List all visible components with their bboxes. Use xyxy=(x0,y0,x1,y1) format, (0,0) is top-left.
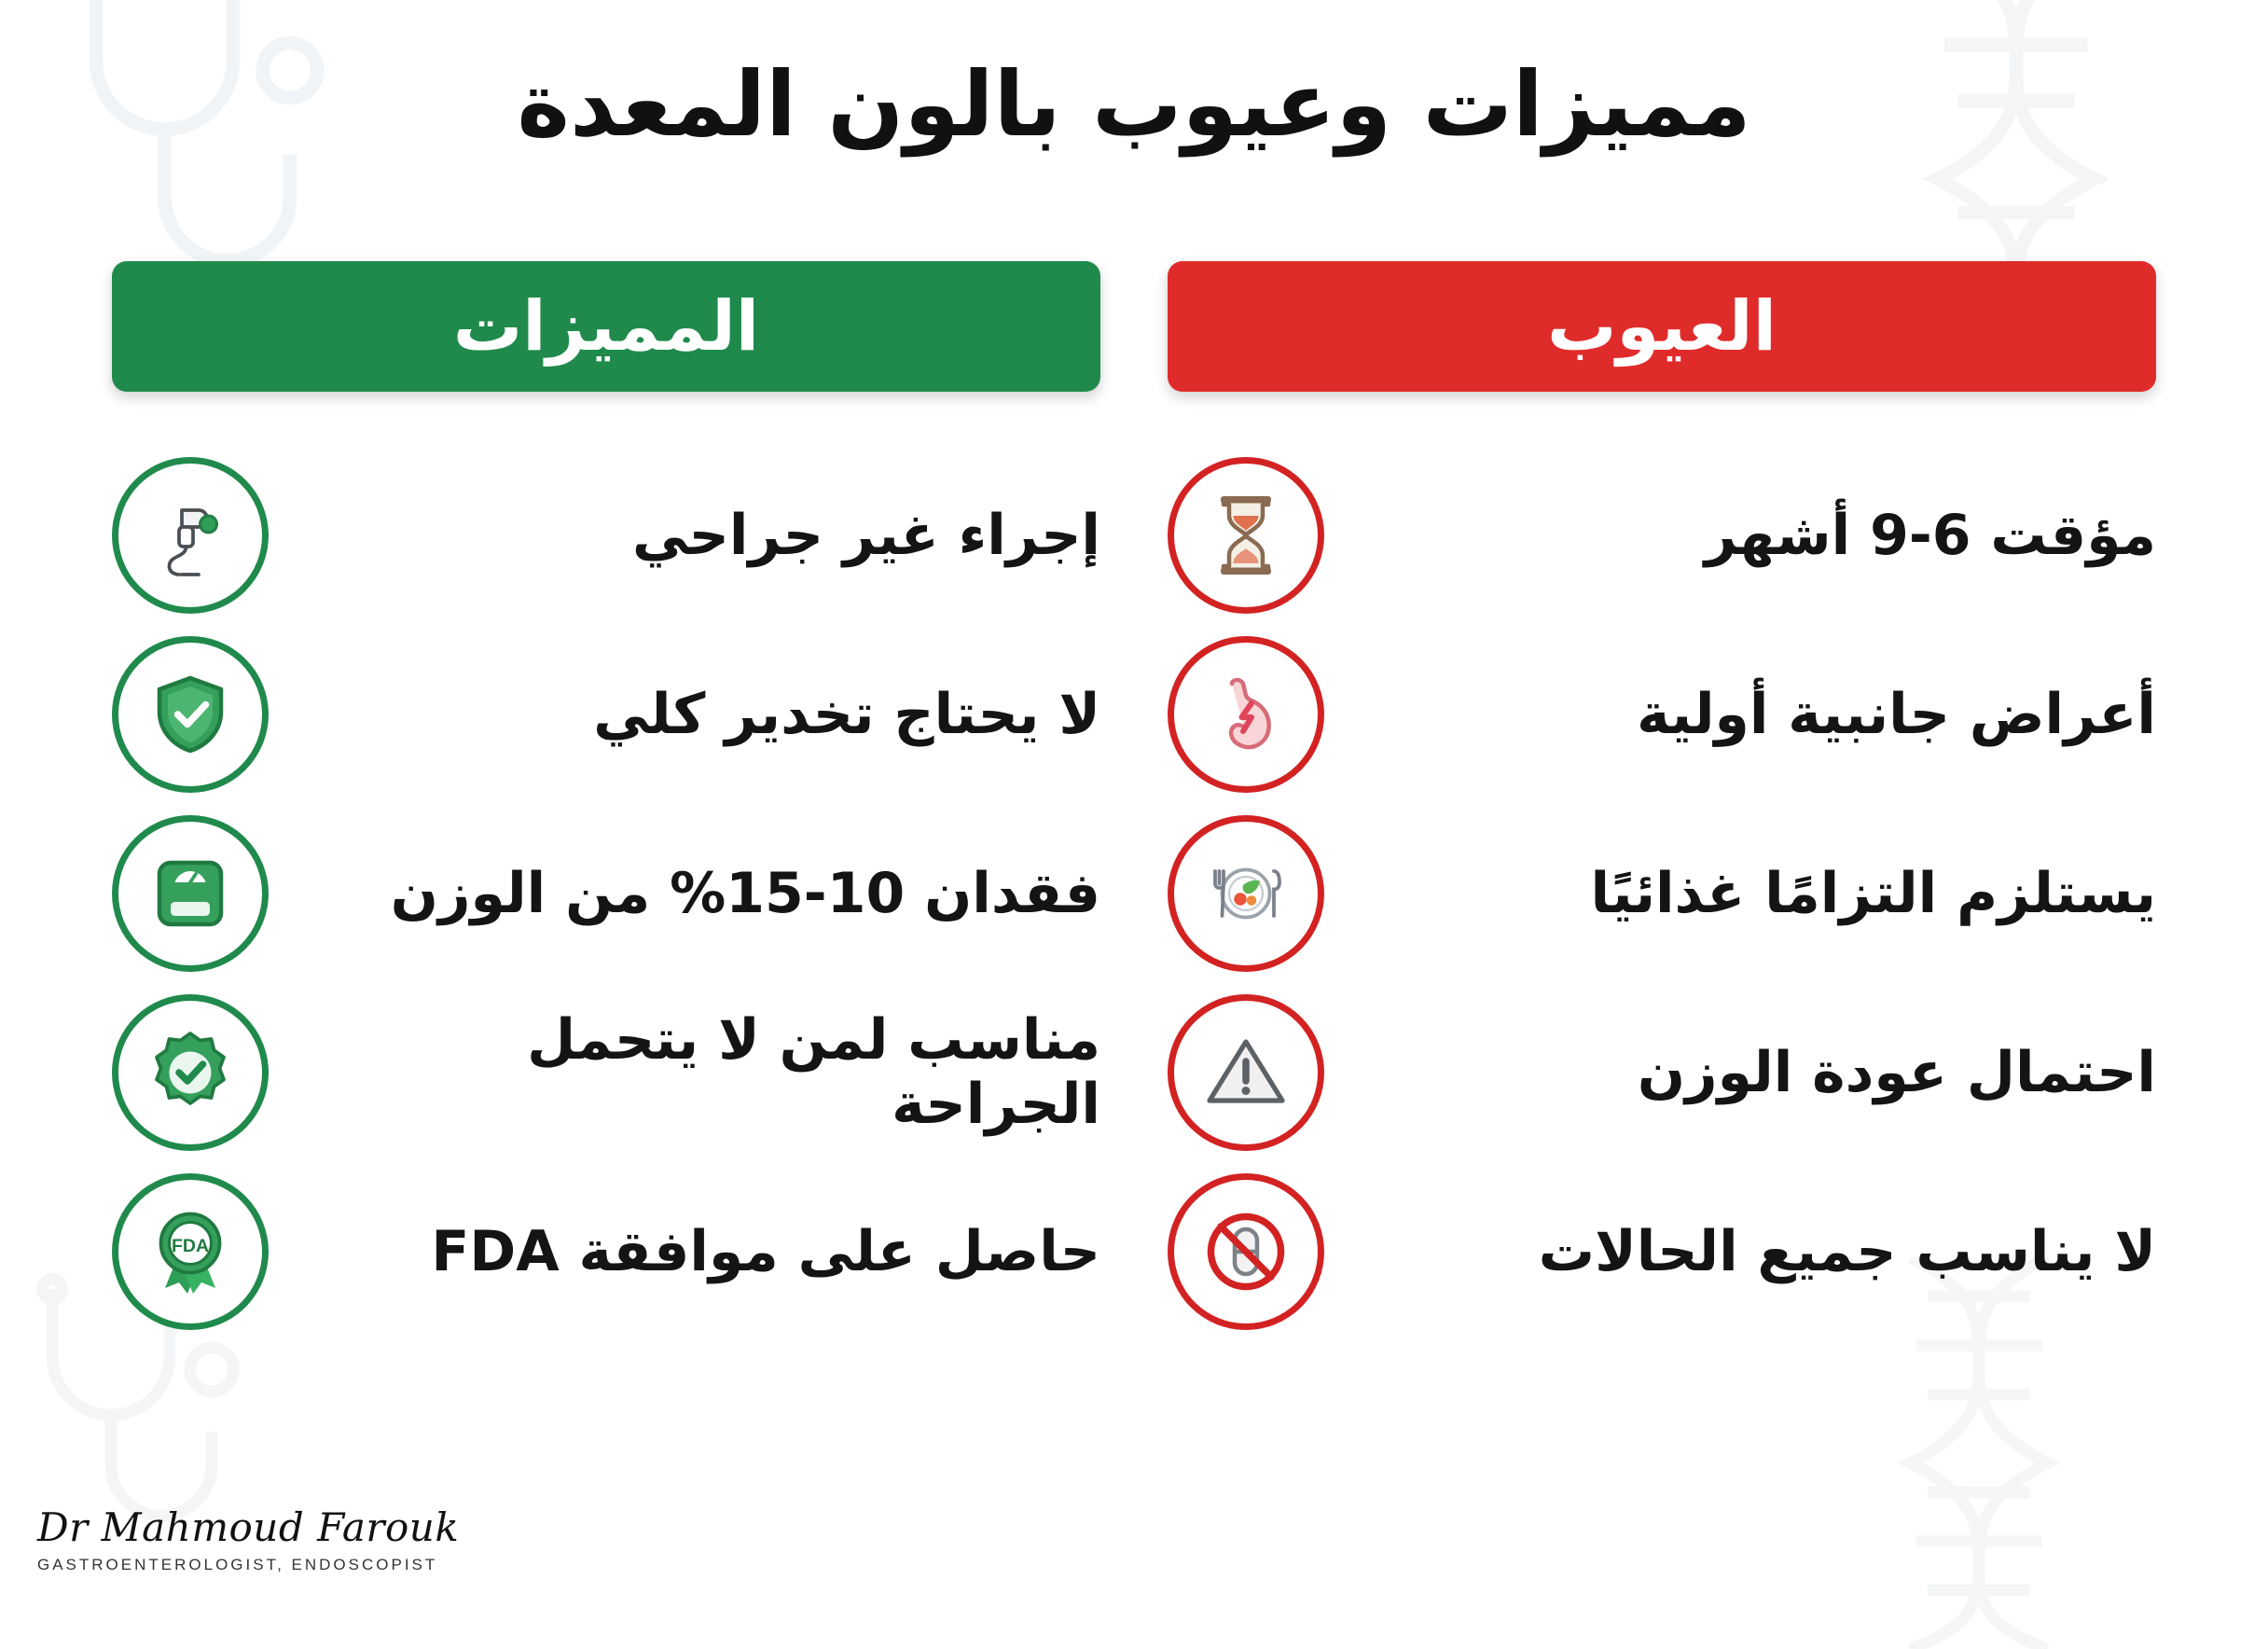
list-item xyxy=(1168,983,2156,1162)
list-item xyxy=(112,804,1100,983)
pros-item-label: فقدان 10-15% من الوزن xyxy=(390,860,1100,926)
pros-item-label: لا يحتاج تخدير كلي xyxy=(593,681,1100,747)
svg-text:FDA: FDA xyxy=(171,1236,210,1256)
no-pill-icon xyxy=(1168,1173,1324,1330)
stomach-pain-icon xyxy=(1168,636,1324,793)
healthy-plate-icon xyxy=(1168,815,1324,972)
cons-item-label: أعراض جانبية أولية xyxy=(1637,681,2156,747)
list-item xyxy=(1168,804,2156,983)
page-title: مميزات وعيوب بالون المعدة xyxy=(517,52,1751,157)
list-item xyxy=(112,625,1100,804)
pros-item-label: إجراء غير جراحي xyxy=(631,502,1100,568)
pros-column xyxy=(112,261,1100,1341)
shield-check-icon xyxy=(112,636,269,793)
list-item xyxy=(112,446,1100,625)
signature-name: Dr Mahmoud Farouk xyxy=(37,1504,460,1550)
cons-item-label: لا يناسب جميع الحالات xyxy=(1538,1218,2156,1284)
cons-item-label: احتمال عودة الوزن xyxy=(1637,1039,2156,1105)
comparison-columns xyxy=(0,261,2268,1341)
weight-scale-icon xyxy=(112,815,269,972)
cons-header: العيوب xyxy=(1168,261,2156,392)
list-item xyxy=(1168,1162,2156,1341)
list-item xyxy=(112,1162,1100,1341)
pros-header: المميزات xyxy=(112,261,1100,392)
cons-column xyxy=(1168,261,2156,1341)
endoscope-icon xyxy=(112,457,269,614)
warning-triangle-icon xyxy=(1168,994,1324,1151)
cons-item-label: مؤقت 6-9 أشهر xyxy=(1704,502,2156,568)
fda-award-icon xyxy=(112,1173,269,1330)
cons-items xyxy=(1168,446,2156,1341)
list-item xyxy=(112,983,1100,1162)
signature-role: GASTROENTEROLOGIST, ENDOSCOPIST xyxy=(37,1556,438,1573)
hourglass-icon xyxy=(1168,457,1324,614)
list-item xyxy=(1168,446,2156,625)
pros-item-label: حاصل على موافقة FDA xyxy=(431,1218,1100,1284)
pros-items xyxy=(112,446,1100,1341)
badge-check-icon xyxy=(112,994,269,1151)
pros-item-label: مناسب لمن لا يتحمل الجراحة xyxy=(527,1007,1100,1137)
list-item xyxy=(1168,625,2156,804)
signature-block xyxy=(37,1504,459,1574)
cons-item-label: يستلزم التزامًا غذائيًا xyxy=(1590,860,2156,926)
